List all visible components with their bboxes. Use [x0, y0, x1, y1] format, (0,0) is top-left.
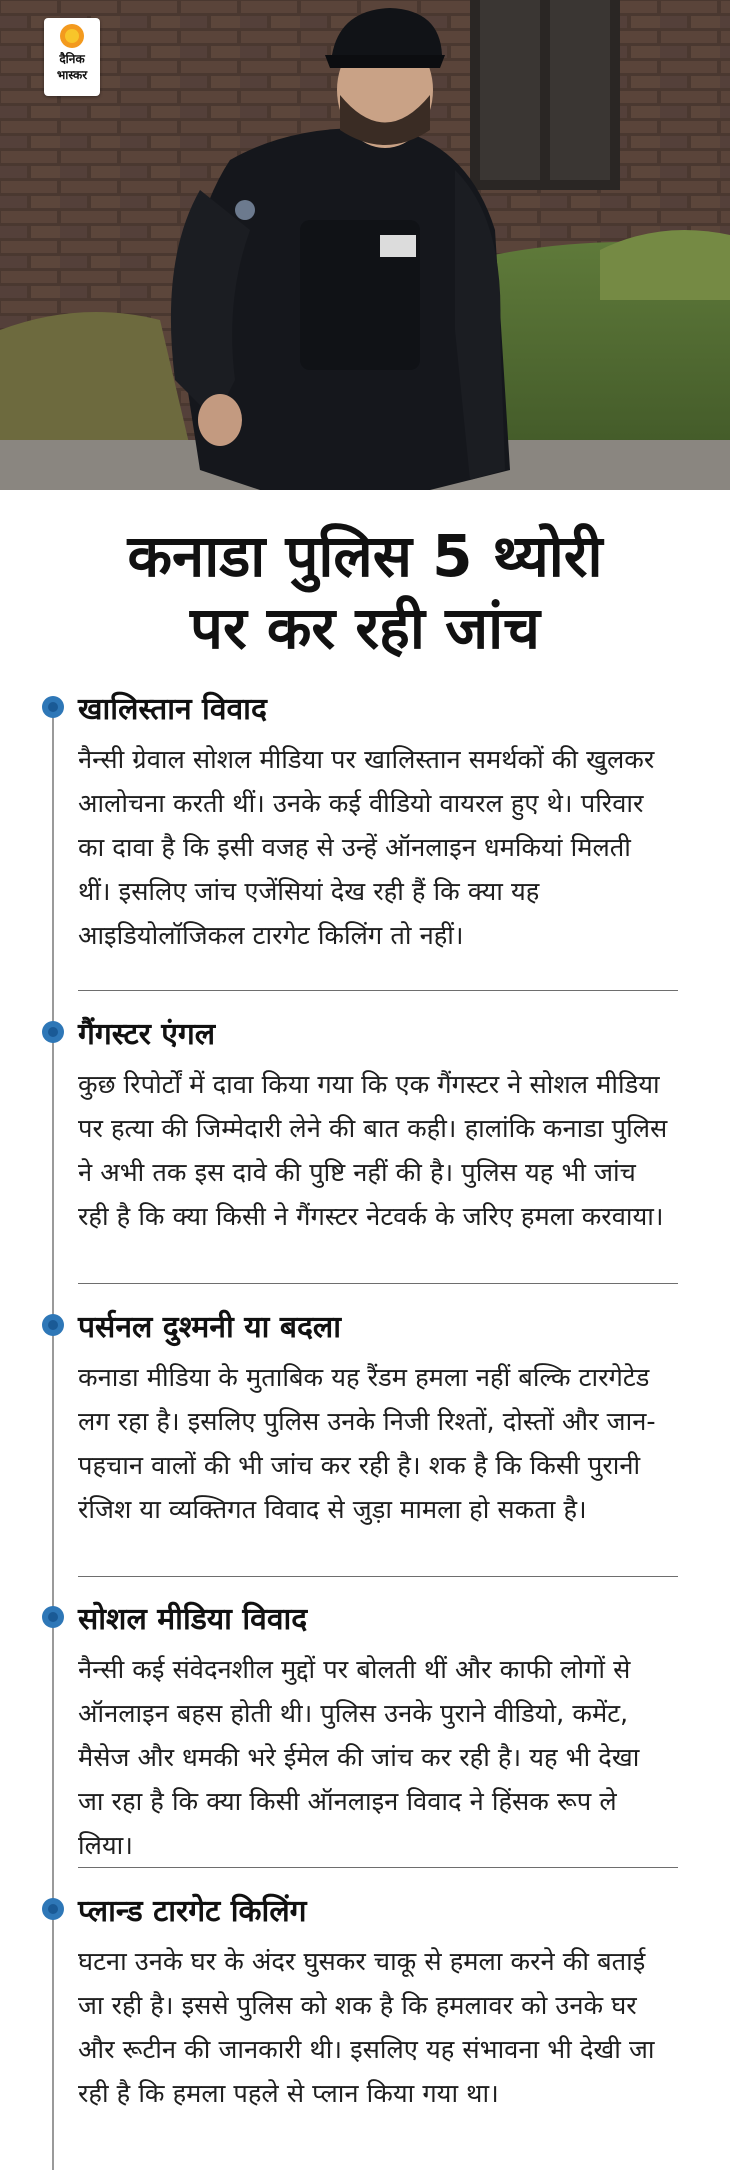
page-title	[0, 520, 730, 664]
section-heading: पर्सनल दुश्मनी या बदला	[78, 1310, 342, 1345]
bullet-dot-icon	[42, 1898, 64, 1920]
section-body: नैन्सी ग्रेवाल सोशल मीडिया पर खालिस्तान समर्थकों की खुलकर आलोचना करती थीं। उनके कई वीडियो वायरल हुए थे। परिवार का दावा है कि इसी वजह से उन्हें ऑनलाइन धमकियां मिलती थीं। इसलिए जांच एजेंसियां देख रही हैं कि क्या यह आइडियोलॉजिकल टारगेट किलिंग तो नहीं।	[78, 745, 655, 951]
section-heading: गैंगस्टर एंगल	[78, 1017, 216, 1052]
timeline-line	[52, 700, 54, 2170]
section-body: कुछ रिपोर्टों में दावा किया गया कि एक गैंगस्टर ने सोशल मीडिया पर हत्या की जिम्मेदारी लेने की बात कही। हालांकि कनाडा पुलिस ने अभी तक इस दावे की पुष्टि नहीं की है। पुलिस यह भी जांच रही है कि क्या किसी ने गैंगस्टर नेटवर्क के जरिए हमला करवाया।	[78, 1070, 668, 1232]
sun-logo-icon	[60, 24, 84, 48]
section-body: नैन्सी कई संवेदनशील मुद्दों पर बोलती थीं और काफी लोगों से ऑनलाइन बहस होती थी। पुलिस उनके पुराने वीडियो, कमेंट, मैसेज और धमकी भरे ईमेल की जांच कर रही है। यह भी देखा जा रहा है कि क्या किसी ऑनलाइन विवाद ने हिंसक रूप ले लिया।	[78, 1655, 640, 1861]
section-heading: सोशल मीडिया विवाद	[78, 1602, 308, 1637]
logo-text-line2: भास्कर	[56, 68, 88, 82]
section-separator	[78, 1576, 678, 1577]
section-separator	[78, 1283, 678, 1284]
police-officer-photo	[0, 0, 730, 490]
bullet-dot-icon	[42, 696, 64, 718]
bullet-dot-icon	[42, 1021, 64, 1043]
bullet-dot-icon	[42, 1314, 64, 1336]
section-separator	[78, 990, 678, 991]
section-heading: खालिस्तान विवाद	[78, 692, 267, 727]
section-body: घटना उनके घर के अंदर घुसकर चाकू से हमला करने की बताई जा रही है। इससे पुलिस को शक है कि हमलावर को उनके घर और रूटीन की जानकारी थी। इसलिए यह संभावना भी देखी जा रही है कि हमला पहले से प्लान किया गया था।	[78, 1947, 655, 2109]
logo-text-line1: दैनिक	[59, 52, 85, 66]
section-body: कनाडा मीडिया के मुताबिक यह रैंडम हमला नहीं बल्कि टारगेटेड लग रहा है। इसलिए पुलिस उनके निजी रिश्तों, दोस्तों और जान-पहचान वालों की भी जांच कर रही है। शक है कि किसी पुरानी रंजिश या व्यक्तिगत विवाद से जुड़ा मामला हो सकता है।	[78, 1363, 656, 1525]
bullet-dot-icon	[42, 1606, 64, 1628]
section-separator	[78, 1867, 678, 1868]
title-line-2: पर कर रही जांच	[190, 594, 540, 662]
header-photo	[0, 0, 730, 490]
dainik-bhaskar-logo	[44, 18, 100, 96]
section-heading: प्लान्ड टारगेट किलिंग	[78, 1894, 307, 1929]
title-line-1: कनाडा पुलिस 5 थ्योरी	[127, 522, 603, 590]
